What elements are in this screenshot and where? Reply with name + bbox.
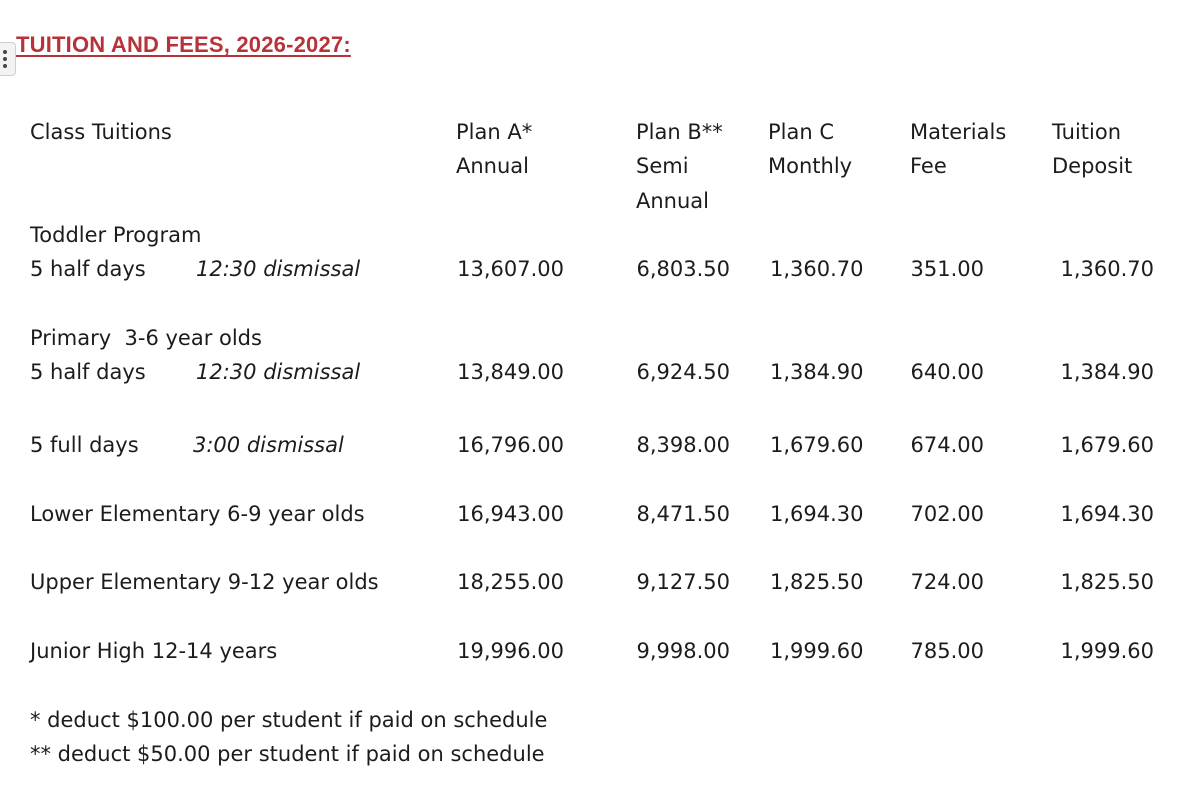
cell-plan-b: 9,998.00 [636,639,730,663]
cell-tuition-deposit: 1,679.60 [1060,433,1154,457]
cell-tuition-deposit: 1,360.70 [1060,257,1154,281]
row-label: Junior High 12-14 years [30,639,278,663]
header-deposit-line1: Tuition [1052,120,1122,144]
cell-plan-a: 19,996.00 [457,639,564,663]
cell-plan-a: 16,943.00 [457,502,564,526]
group-toddler-program: Toddler Program [30,223,202,247]
header-plan-c-line2: Monthly [768,154,853,178]
cell-materials-fee: 351.00 [910,257,984,281]
cell-plan-a: 13,607.00 [457,257,564,281]
cell-plan-c: 1,384.90 [770,360,864,384]
cell-plan-b: 8,471.50 [636,502,730,526]
row-label: Upper Elementary 9-12 year olds [30,570,379,594]
row-dismissal-note: 3:00 dismissal [193,433,344,457]
row-label: Lower Elementary 6-9 year olds [30,502,365,526]
cell-tuition-deposit: 1,825.50 [1060,570,1154,594]
header-plan-a-line2: Annual [456,154,529,178]
header-class-tuitions: Class Tuitions [30,120,172,144]
cell-plan-b: 6,803.50 [636,257,730,281]
cell-materials-fee: 702.00 [910,502,984,526]
row-dismissal-note: 12:30 dismissal [196,257,361,281]
cell-materials-fee: 785.00 [910,639,984,663]
cell-plan-c: 1,360.70 [770,257,864,281]
cell-materials-fee: 724.00 [910,570,984,594]
header-plan-a-line1: Plan A* [456,120,533,144]
cell-plan-c: 1,679.60 [770,433,864,457]
cell-tuition-deposit: 1,384.90 [1060,360,1154,384]
header-plan-b-line3: Annual [636,189,709,213]
margin-handle[interactable] [0,42,16,76]
cell-materials-fee: 674.00 [910,433,984,457]
cell-plan-a: 13,849.00 [457,360,564,384]
footnote-plan-a: * deduct $100.00 per student if paid on schedule [30,708,548,732]
header-plan-b-line2: Semi [636,154,689,178]
cell-materials-fee: 640.00 [910,360,984,384]
header-plan-c-line1: Plan C [768,120,835,144]
row-label: 5 full days [30,433,139,457]
cell-tuition-deposit: 1,999.60 [1060,639,1154,663]
cell-plan-c: 1,825.50 [770,570,864,594]
group-primary: Primary 3-6 year olds [30,326,262,350]
cell-plan-a: 16,796.00 [457,433,564,457]
cell-plan-b: 9,127.50 [636,570,730,594]
cell-plan-b: 8,398.00 [636,433,730,457]
cell-plan-b: 6,924.50 [636,360,730,384]
header-plan-b-line1: Plan B** [636,120,723,144]
cell-plan-c: 1,999.60 [770,639,864,663]
header-materials-line2: Fee [910,154,947,178]
row-dismissal-note: 12:30 dismissal [196,360,361,384]
cell-tuition-deposit: 1,694.30 [1060,502,1154,526]
row-label: 5 half days [30,360,146,384]
row-label: 5 half days [30,257,146,281]
header-deposit-line2: Deposit [1052,154,1133,178]
cell-plan-a: 18,255.00 [457,570,564,594]
page-title: TUITION AND FEES, 2026-2027: [16,32,351,57]
cell-plan-c: 1,694.30 [770,502,864,526]
footnote-plan-b: ** deduct $50.00 per student if paid on schedule [30,742,545,766]
header-materials-line1: Materials [910,120,1007,144]
